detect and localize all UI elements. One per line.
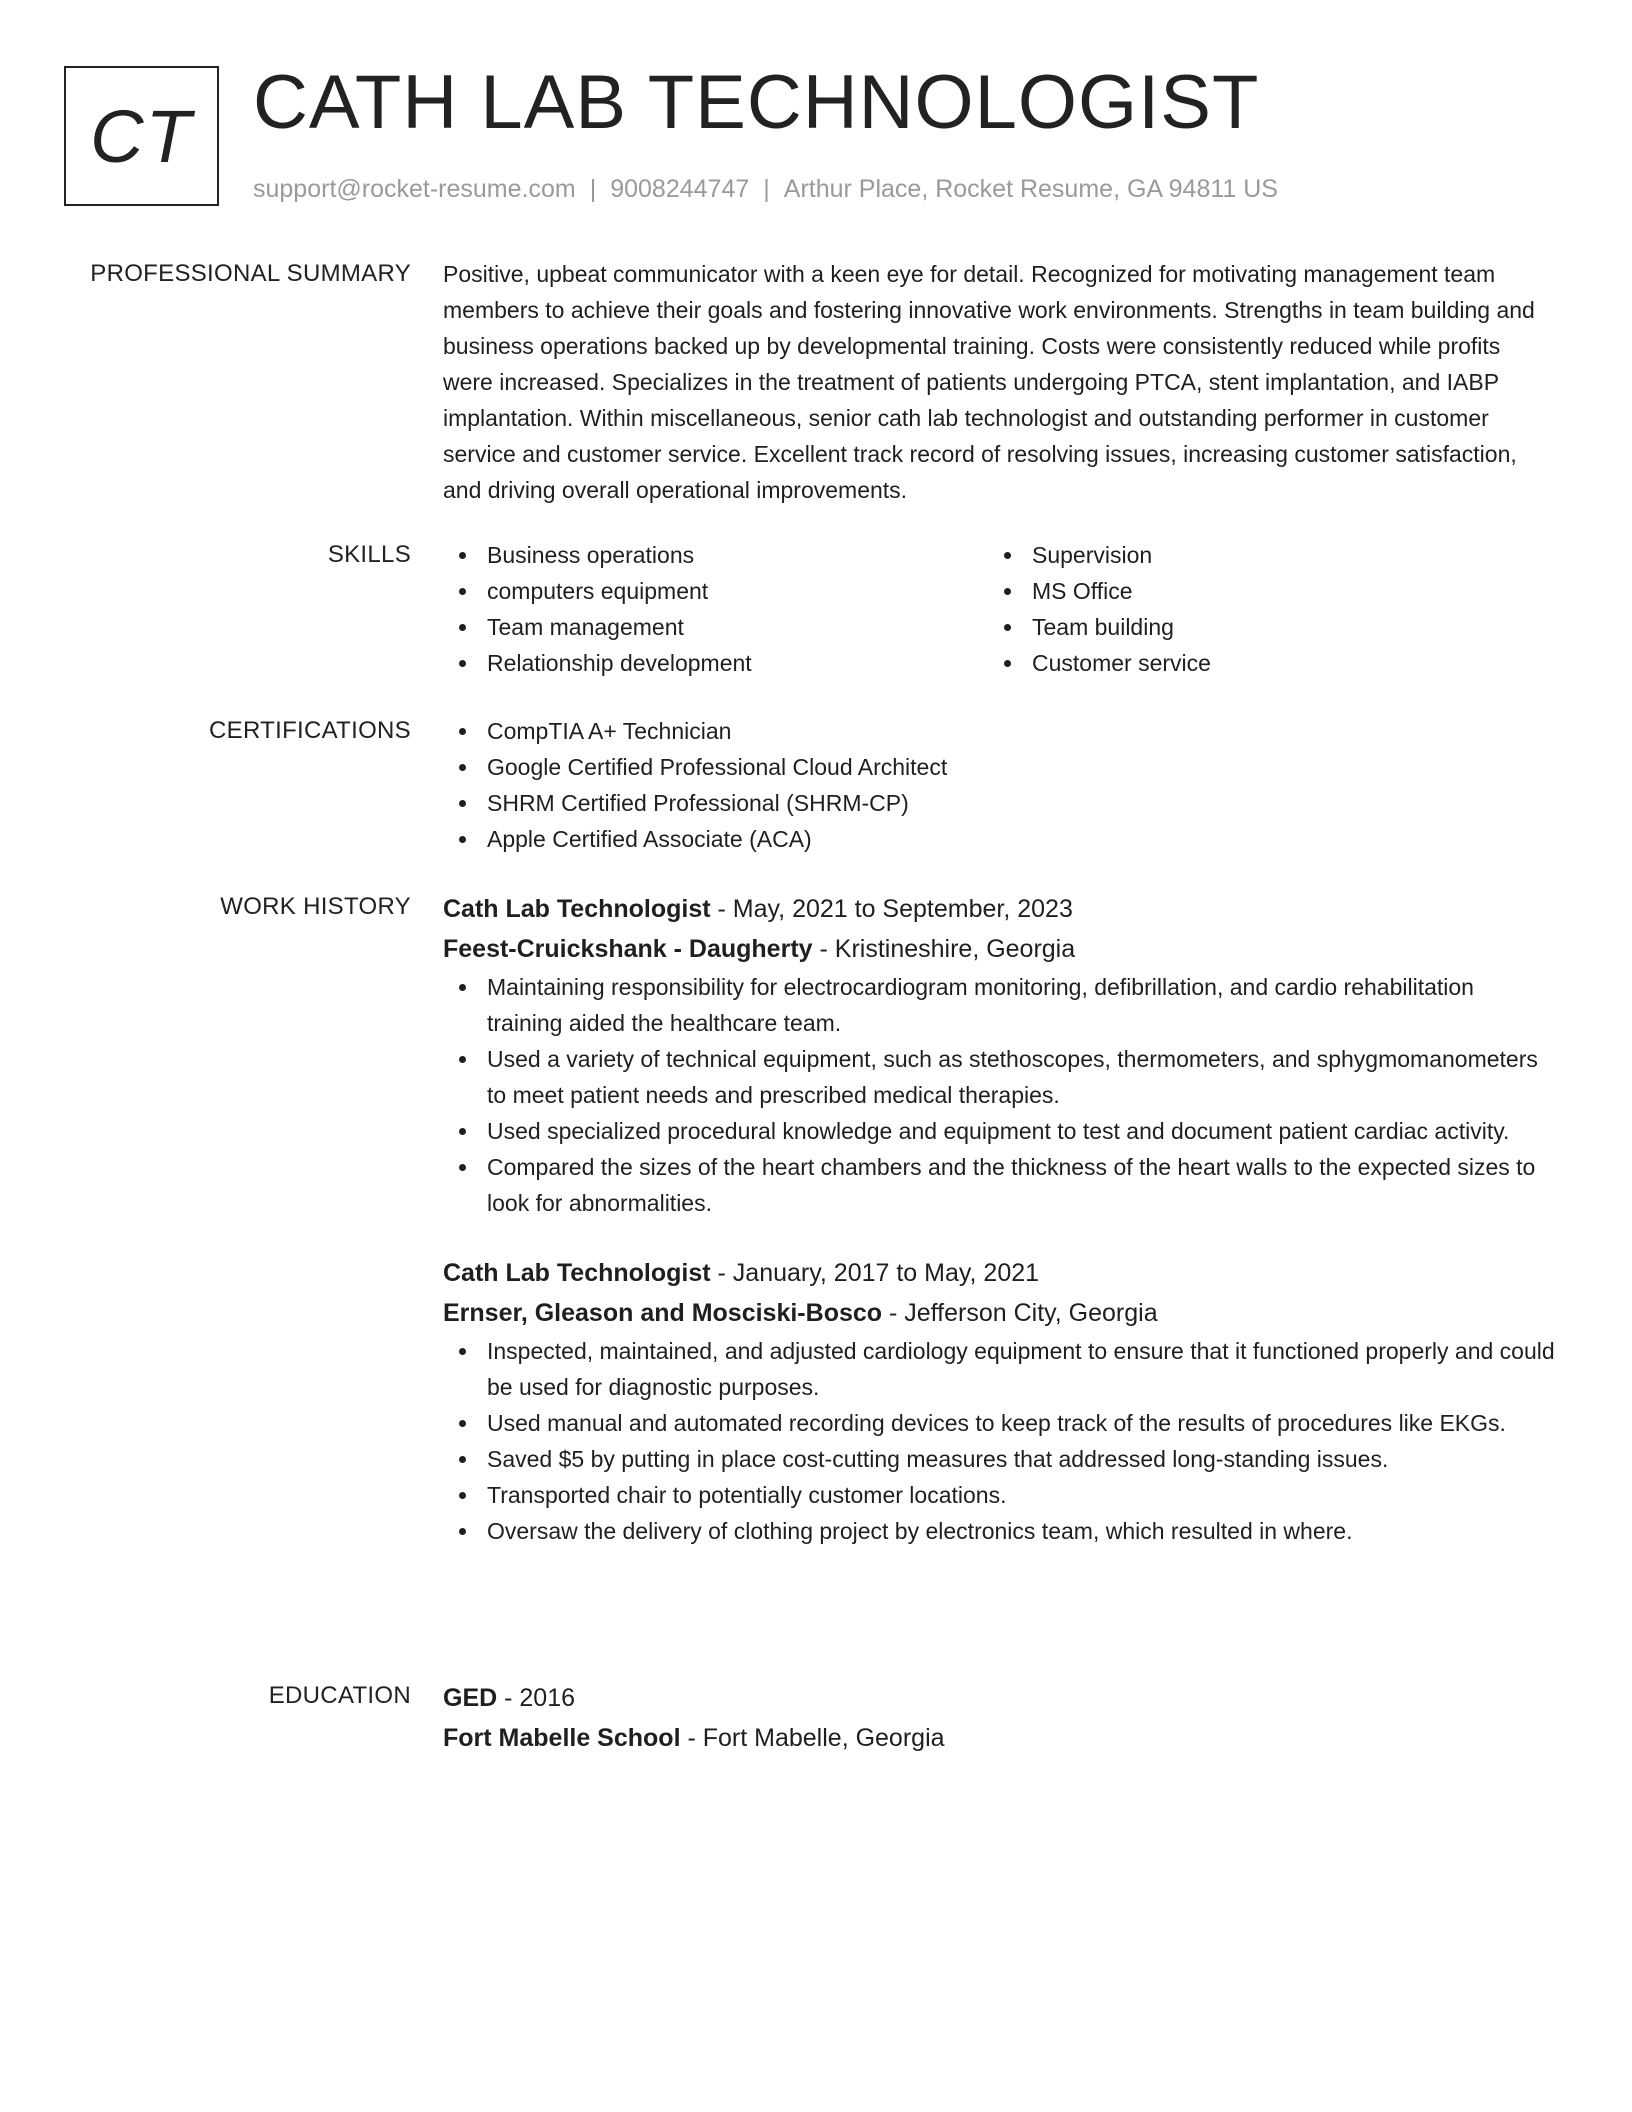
job-dates: - May, 2021 to September, 2023 bbox=[710, 895, 1073, 923]
skills-column-right bbox=[988, 537, 1533, 681]
skill-item: Customer service bbox=[988, 645, 1533, 681]
job-duty-item: Used manual and automated recording devices to keep track of the results of procedures like EKGs. bbox=[443, 1405, 1555, 1441]
certification-item: CompTIA A+ Technician bbox=[443, 713, 1555, 749]
contact-separator: | bbox=[763, 175, 770, 203]
skill-item: Team building bbox=[988, 609, 1533, 645]
job-company-line bbox=[443, 929, 1555, 969]
education-school-line bbox=[443, 1718, 1555, 1758]
job-title-line bbox=[443, 889, 1555, 929]
contact-separator: | bbox=[589, 175, 597, 203]
certification-item: SHRM Certified Professional (SHRM-CP) bbox=[443, 785, 1555, 821]
job-company: Feest-Cruickshank - Daugherty bbox=[443, 935, 813, 963]
certifications-body bbox=[443, 713, 1555, 857]
job-location: - Jefferson City, Georgia bbox=[882, 1299, 1158, 1327]
skill-item: Team management bbox=[443, 609, 988, 645]
contact-line bbox=[253, 174, 1278, 204]
job-title: Cath Lab Technologist bbox=[443, 895, 711, 923]
job-location: - Kristineshire, Georgia bbox=[812, 935, 1076, 963]
job-duty-item: Transported chair to potentially customer locations. bbox=[443, 1477, 1555, 1513]
resume-title: CATH LAB TECHNOLOGIST bbox=[253, 60, 1260, 145]
contact-phone: 9008244747 bbox=[610, 175, 750, 203]
job-company: Ernser, Gleason and Mosciski-Bosco bbox=[443, 1299, 883, 1327]
skill-item: computers equipment bbox=[443, 573, 988, 609]
work-history-body bbox=[443, 889, 1555, 1549]
education-school: Fort Mabelle School bbox=[443, 1724, 681, 1752]
skill-item: Supervision bbox=[988, 537, 1533, 573]
job-duty-item: Compared the sizes of the heart chambers and the thickness of the heart walls to the expected sizes to look for abnormalities. bbox=[443, 1149, 1555, 1221]
job-duties-list bbox=[443, 1333, 1555, 1549]
certification-item: Apple Certified Associate (ACA) bbox=[443, 821, 1555, 857]
certifications-list bbox=[443, 713, 1555, 857]
education-degree: GED bbox=[443, 1684, 498, 1712]
certification-item: Google Certified Professional Cloud Architect bbox=[443, 749, 1555, 785]
skill-item: Business operations bbox=[443, 537, 988, 573]
summary-body bbox=[443, 256, 1555, 508]
contact-address: Arthur Place, Rocket Resume, GA 94811 US bbox=[783, 175, 1278, 203]
job-duty-item: Oversaw the delivery of clothing project by electronics team, which resulted in where. bbox=[443, 1513, 1555, 1549]
section-label-education: EDUCATION bbox=[268, 1682, 411, 1709]
job-company-line bbox=[443, 1293, 1555, 1333]
section-label-certifications: CERTIFICATIONS bbox=[209, 717, 411, 744]
job-entry bbox=[443, 889, 1555, 1221]
section-label-skills: SKILLS bbox=[327, 541, 411, 568]
section-label-summary: PROFESSIONAL SUMMARY bbox=[90, 260, 411, 287]
monogram-badge: CT bbox=[64, 66, 219, 206]
skills-column-left bbox=[443, 537, 988, 681]
contact-email: support@rocket-resume.com bbox=[253, 175, 576, 203]
education-body bbox=[443, 1678, 1555, 1758]
education-location: - Fort Mabelle, Georgia bbox=[680, 1724, 945, 1752]
job-duty-item: Used a variety of technical equipment, such as stethoscopes, thermometers, and sphygmomanometers to meet patient needs and prescribed medical therapies. bbox=[443, 1041, 1555, 1113]
summary-text: Positive, upbeat communicator with a keen eye for detail. Recognized for motivating management team members to achieve their goals and fostering innovative work environments. Strengths in team building and business operations backed up by developmental training. Costs were consistently reduced while profits were increased. Specializes in the treatment of patients undergoing PTCA, stent implantation, and IABP implantation. Within miscellaneous, senior cath lab technologist and outstanding performer in customer service and customer service. Excellent track record of resolving issues, increasing customer satisfaction, and driving overall operational improvements. bbox=[443, 261, 1535, 503]
job-duties-list bbox=[443, 969, 1555, 1221]
job-duty-item: Saved $5 by putting in place cost-cutting measures that addressed long-standing issues. bbox=[443, 1441, 1555, 1477]
education-year: - 2016 bbox=[497, 1684, 576, 1712]
job-title: Cath Lab Technologist bbox=[443, 1259, 711, 1287]
skills-list bbox=[443, 537, 1555, 681]
education-degree-line bbox=[443, 1678, 1555, 1718]
job-entry bbox=[443, 1253, 1555, 1549]
job-duty-item: Used specialized procedural knowledge and equipment to test and document patient cardiac activity. bbox=[443, 1113, 1555, 1149]
job-duty-item: Inspected, maintained, and adjusted cardiology equipment to ensure that it functioned properly and could be used for diagnostic purposes. bbox=[443, 1333, 1555, 1405]
section-label-work-history: WORK HISTORY bbox=[220, 893, 411, 920]
skill-item: MS Office bbox=[988, 573, 1533, 609]
job-dates: - January, 2017 to May, 2021 bbox=[710, 1259, 1040, 1287]
skill-item: Relationship development bbox=[443, 645, 988, 681]
job-title-line bbox=[443, 1253, 1555, 1293]
job-duty-item: Maintaining responsibility for electrocardiogram monitoring, defibrillation, and cardio rehabilitation training aided the healthcare team. bbox=[443, 969, 1555, 1041]
